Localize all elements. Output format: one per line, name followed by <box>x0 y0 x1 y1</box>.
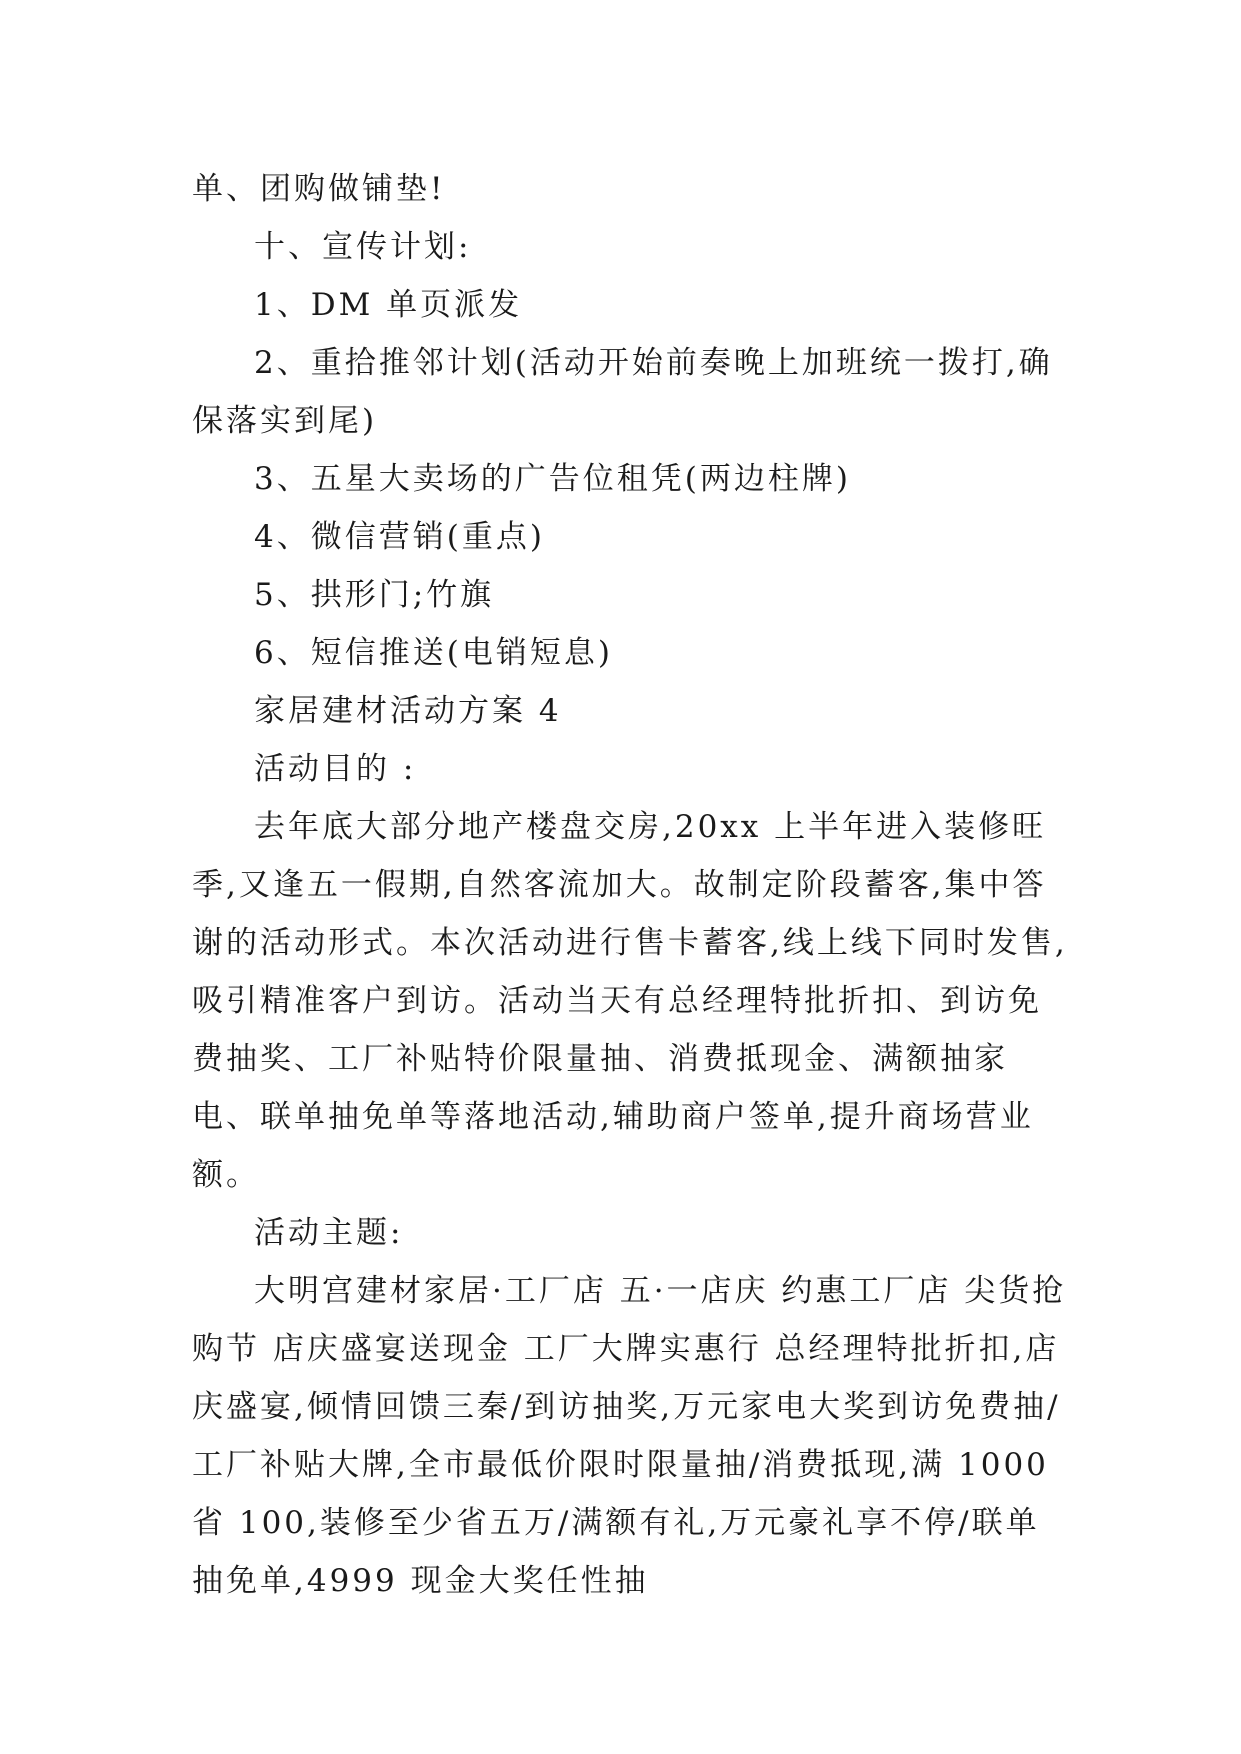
list-item-2: 2、重拾推邻计划(活动开始前奏晚上加班统一拨打,确保落实到尾) <box>192 345 1053 439</box>
list-item-3: 3、五星大卖场的广告位租凭(两边柱牌) <box>254 461 851 497</box>
plan-title: 家居建材活动方案 4 <box>254 693 562 729</box>
section-heading-purpose: 活动目的 : <box>254 751 417 787</box>
list-item-4: 4、微信营销(重点) <box>254 519 545 555</box>
section-heading-promotion-plan: 十、宣传计划: <box>254 229 472 265</box>
section-heading-theme: 活动主题: <box>254 1215 404 1251</box>
document-body <box>192 160 1072 1610</box>
list-item-1: 1、DM 单页派发 <box>254 287 523 323</box>
theme-paragraph: 大明宫建材家居·工厂店 五·一店庆 约惠工厂店 尖货抢购节 店庆盛宴送现金 工厂大牌实惠行 总经理特批折扣,店庆盛宴,倾情回馈三秦/到访抽奖,万元家电大奖到访免费抽/工厂补贴大牌,全市最低价限时限量抽/消费抵现,满 1000 省 100,装修至少省五万/满额有礼,万元豪礼享不停/联单抽免单,4999 现金大奖任性抽 <box>192 1273 1067 1599</box>
list-item-6: 6、短信推送(电销短息) <box>254 635 613 671</box>
paragraph-continuation: 单、团购做铺垫! <box>192 171 446 207</box>
list-item-5: 5、拱形门;竹旗 <box>254 577 495 613</box>
purpose-paragraph: 去年底大部分地产楼盘交房,20xx 上半年进入装修旺季,又逢五一假期,自然客流加大。故制定阶段蓄客,集中答谢的活动形式。本次活动进行售卡蓄客,线上线下同时发售,吸引精准客户到访。活动当天有总经理特批折扣、到访免费抽奖、工厂补贴特价限量抽、消费抵现金、满额抽家电、联单抽免单等落地活动,辅助商户签单,提升商场营业额。 <box>192 809 1068 1193</box>
